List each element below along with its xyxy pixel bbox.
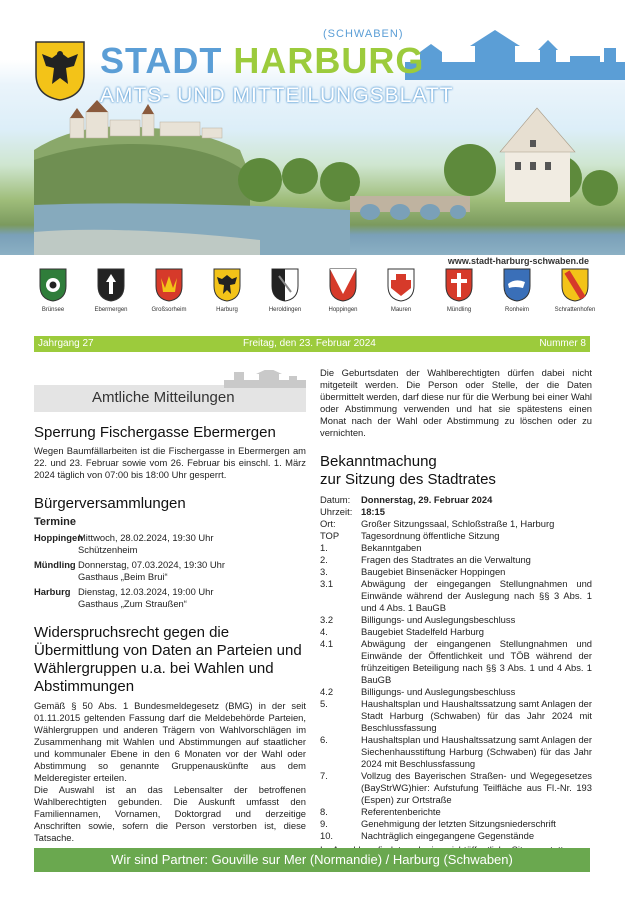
widerspruch-p3: Die Geburtsdaten der Wahlberechtigten dürfen dabei nicht mitgeteilt werden. Die Person oder Stelle, der die Daten übermittelt werden, darf diese nur für die Werbung bei einer Wahl oder Abstimmung verwenden und hat sie spätestens einen Monat nach der Wahl oder Abstimmung zu löschen oder zu vernichten.	[320, 367, 592, 438]
sitzung-meta	[320, 494, 592, 542]
crest-label: Harburg	[216, 307, 238, 313]
crest-label: Schrattenhofen	[554, 307, 596, 313]
meta-row	[320, 530, 592, 542]
agenda-item	[320, 566, 592, 578]
muendling-crest-icon	[445, 268, 473, 302]
widerspruch-heading: Widerspruchsrecht gegen die Übermittlung von Daten an Parteien und Wählergruppen u.a. bei Wahlen und Abstimmungen	[34, 624, 302, 695]
schrattenhofen-crest-icon	[561, 268, 589, 302]
agenda-number: 10.	[320, 830, 334, 841]
agenda-item	[320, 806, 592, 818]
termin-ort: Harburg	[34, 586, 71, 597]
heroldingen-crest-icon	[271, 268, 299, 302]
section-banner	[34, 370, 306, 412]
agenda-number: 3.1	[320, 578, 334, 589]
meta-key: Datum:	[320, 494, 351, 505]
agenda-number: 2.	[320, 554, 328, 565]
agenda-list	[320, 542, 592, 842]
hoppingen-crest-icon	[329, 268, 357, 302]
issue-number: Nummer 8	[539, 338, 586, 349]
sperrung-heading: Sperrung Fischergasse Ebermergen	[34, 424, 276, 441]
agenda-item	[320, 770, 592, 806]
widerspruch-p1: Gemäß § 50 Abs. 1 Bundesmeldegesetz (BMG) in der seit 01.11.2015 geltenden Fassung darf die Meldebehörde Parteien, Wählergruppen und anderen Trägern von Wahlvorschlägen im Zusammenhang mit Wahlen und Abstimmungen auf staatlicher und kommunaler Ebene in den 6 Monaten vor der Wahl oder Abstimmung so genannte Gruppenauskünfte aus dem Melderegister erteilen.	[34, 700, 306, 783]
meta-value: 18:15	[361, 506, 385, 517]
agenda-text: Baugebiet Stadelfeld Harburg	[361, 626, 485, 637]
agenda-text: Genehmigung der letzten Sitzungsniederschrift	[361, 818, 556, 829]
crest-schrattenhofen	[550, 268, 600, 313]
crest-label: Ronheim	[504, 307, 529, 313]
agenda-text: Bekanntgaben	[361, 542, 422, 553]
agenda-item	[320, 638, 592, 686]
agenda-text: Vollzug des Bayerischen Straßen- und Wegegesetzes (BayStrWG)hier: Aufstufung Teilfläche aus Fl.-Nr. 193 (Espen) zur Ortstraße	[361, 770, 592, 805]
agenda-text: Abwägung der eingegangen Stellungnahmen und Einwände während der Auslegung nach §§ 3 Abs. 1 und 4 Abs. 1 BauGB	[361, 578, 592, 613]
agenda-item	[320, 626, 592, 638]
agenda-number: 3.2	[320, 614, 334, 625]
agenda-number: 8.	[320, 806, 328, 817]
crest-label: Großsorheim	[151, 307, 187, 313]
termin-zeit: Dienstag, 12.03.2024, 19:00 Uhr	[78, 586, 214, 597]
agenda-text: Abwägung der eingangenen Stellungnahmen und Einwände der Öffentlichkeit und TÖB während der frühzeitigen Beteiligung nach §§ 3 Abs. 1 und 4 Abs. 1 BauGB	[361, 638, 592, 685]
website-url[interactable]: www.stadt-harburg-schwaben.de	[447, 256, 589, 266]
agenda-text: Nachträglich eingegangene Gegenstände	[361, 830, 535, 841]
crest-label: Hoppingen	[328, 307, 358, 313]
agenda-number: 9.	[320, 818, 328, 829]
agenda-number: 5.	[320, 698, 328, 709]
title-stadt: STADT	[100, 40, 223, 81]
agenda-number: 7.	[320, 770, 328, 781]
ebermergen-crest-icon	[97, 268, 125, 302]
grosssorheim-crest-icon	[155, 268, 183, 302]
termin-zeit: Donnerstag, 07.03.2024, 19:30 Uhr	[78, 559, 225, 570]
crest-bruensee	[28, 268, 78, 313]
agenda-text: Baugebiet Binsenäcker Hoppingen	[361, 566, 506, 577]
agenda-item	[320, 686, 592, 698]
agenda-text: Haushaltsplan und Haushaltssatzung samt Anlagen der Siechenhausstiftung Harburg (Schwaben) für das Jahr 2024 mit Beschlussfassung	[361, 734, 592, 769]
agenda-number: 4.2	[320, 686, 334, 697]
castle-photo	[0, 0, 625, 255]
issue-info-bar	[34, 336, 590, 352]
termin-ort-detail: Gasthaus „Zum Straußen“	[78, 598, 187, 609]
agenda-number: 4.1	[320, 638, 334, 649]
masthead-subtitle: AMTS- UND MITTEILUNGSBLATT	[100, 84, 454, 107]
bekanntmachung-subheading: zur Sitzung des Stadtrates	[320, 471, 496, 488]
crest-harburg	[202, 268, 252, 313]
agenda-number: 6.	[320, 734, 328, 745]
crest-label: Ebermergen	[94, 307, 128, 313]
agenda-number: 1.	[320, 542, 328, 553]
buerger-heading: Bürgerversammlungen	[34, 495, 186, 512]
termin-row	[34, 532, 306, 556]
bruensee-crest-icon	[39, 268, 67, 302]
masthead	[0, 0, 625, 255]
ronheim-crest-icon	[503, 268, 531, 302]
meta-key: TOP	[320, 530, 340, 541]
crest-label: Brünsee	[41, 307, 65, 313]
crest-label: Mündling	[446, 307, 472, 313]
bekanntmachung-heading: Bekanntmachung	[320, 453, 437, 470]
agenda-text: Billigungs- und Auslegungsbeschluss	[361, 614, 516, 625]
termin-ort-detail: Schützenheim	[78, 544, 138, 555]
sperrung-text: Wegen Baumfällarbeiten ist die Fischergasse in Ebermergen am 22. und 23. Februar sowie vom 26. Februar bis einschl. 1. März 2024 täglich von 07:00 bis 18:00 Uhr gesperrt.	[34, 445, 306, 480]
agenda-item	[320, 542, 592, 554]
meta-row	[320, 506, 592, 518]
agenda-item	[320, 698, 592, 734]
title-harburg: HARBURG	[233, 40, 425, 81]
meta-key: Uhrzeit:	[320, 506, 353, 517]
issue-date: Freitag, den 23. Februar 2024	[243, 338, 376, 349]
agenda-text: Haushaltsplan und Haushaltssatzung samt Anlagen der Stadt Harburg (Schwaben) für das Jahr 2024 mit Beschlussfassung	[361, 698, 592, 733]
meta-value: Großer Sitzungssaal, Schloßstraße 1, Harburg	[361, 518, 555, 529]
mauren-crest-icon	[387, 268, 415, 302]
widerspruch-p2: Die Auswahl ist an das Lebensalter der betroffenen Wahlberechtigten gebunden. Die Auskunft umfasst den Familiennamen, Vornamen, Doktorgrad und derzeitige Anschriften sowie, sofern die Person verstorben ist, diese Tatsache.	[34, 784, 306, 843]
termine-heading: Termine	[34, 516, 76, 528]
termin-ort-detail: Gasthaus „Beim Brui“	[78, 571, 168, 582]
termin-row	[34, 586, 306, 610]
right-column	[320, 367, 592, 856]
agenda-item	[320, 578, 592, 614]
section-title: Amtliche Mitteilungen	[92, 389, 235, 406]
agenda-number: 3.	[320, 566, 328, 577]
crest-muendling	[434, 268, 484, 313]
agenda-text: Referentenberichte	[361, 806, 441, 817]
termin-row	[34, 559, 306, 583]
jahrgang: Jahrgang 27	[38, 338, 94, 349]
meta-row	[320, 518, 592, 530]
crest-ebermergen	[86, 268, 136, 313]
agenda-text: Fragen des Stadtrates an die Verwaltung	[361, 554, 531, 565]
agenda-item	[320, 830, 592, 842]
masthead-title	[100, 40, 424, 82]
termin-ort: Mündling	[34, 559, 76, 570]
meta-key: Ort:	[320, 518, 336, 529]
agenda-text: Billigungs- und Auslegungsbeschluss	[361, 686, 516, 697]
agenda-item	[320, 818, 592, 830]
crest-label: Mauren	[390, 307, 412, 313]
meta-value: Tagesordnung öffentliche Sitzung	[361, 530, 500, 541]
harburg-small-crest-icon	[213, 268, 241, 302]
crest-mauren	[376, 268, 426, 313]
harburg-crest-icon	[34, 40, 86, 102]
meta-row	[320, 494, 592, 506]
crest-label: Heroldingen	[268, 307, 302, 313]
left-column	[34, 424, 306, 844]
agenda-item	[320, 734, 592, 770]
partner-footer: Wir sind Partner: Gouville sur Mer (Normandie) / Harburg (Schwaben)	[34, 848, 590, 872]
agenda-item	[320, 614, 592, 626]
termin-ort: Hoppingen	[34, 532, 83, 543]
agenda-item	[320, 554, 592, 566]
crest-hoppingen	[318, 268, 368, 313]
meta-value: Donnerstag, 29. Februar 2024	[361, 494, 493, 505]
termine-list	[34, 532, 306, 610]
title-schwaben: (SCHWABEN)	[323, 28, 404, 40]
crest-heroldingen	[260, 268, 310, 313]
agenda-number: 4.	[320, 626, 328, 637]
crest-ronheim	[492, 268, 542, 313]
crest-grosssorheim	[144, 268, 194, 313]
district-crests	[28, 268, 603, 326]
termin-zeit: Mittwoch, 28.02.2024, 19:30 Uhr	[78, 532, 214, 543]
